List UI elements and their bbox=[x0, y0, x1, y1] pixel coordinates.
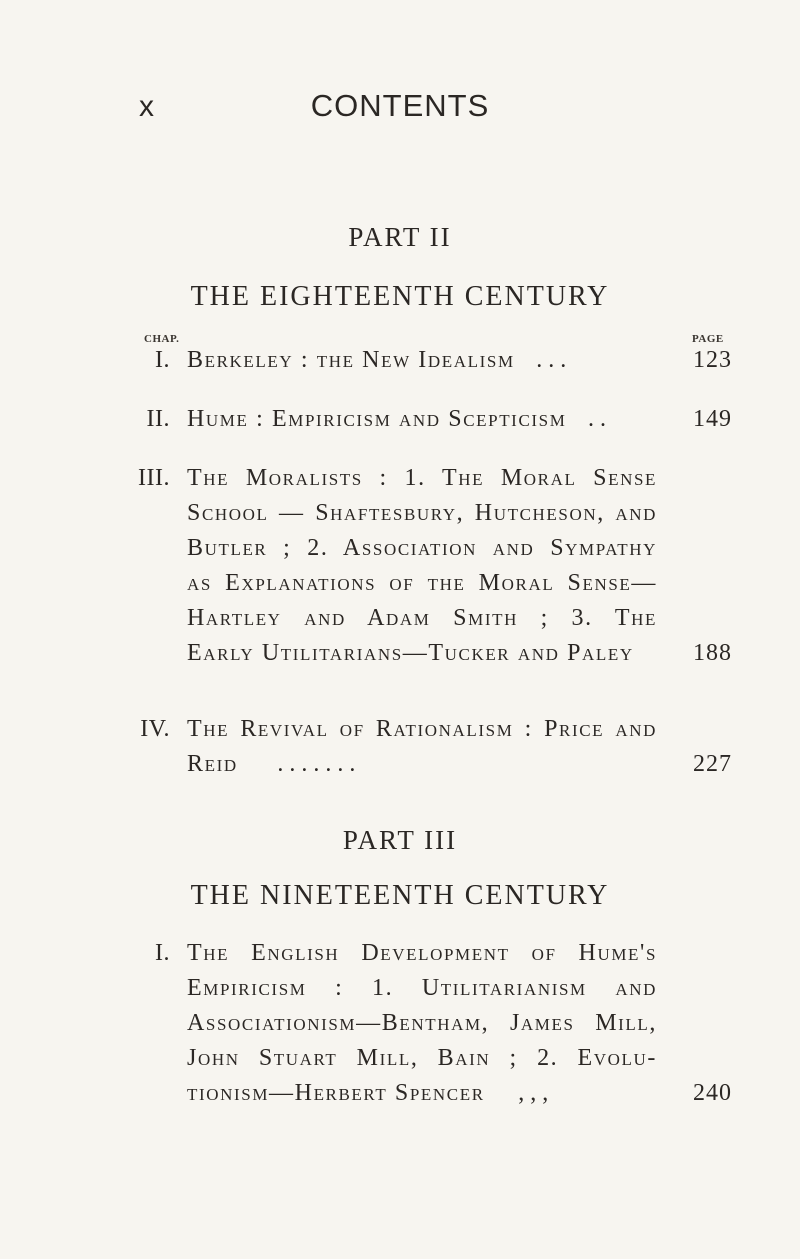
chapter-number: I. bbox=[155, 347, 170, 373]
chapter-number: II. bbox=[146, 406, 170, 432]
entry-line: John Stuart Mill, Bain ; 2. Evolu- bbox=[187, 1045, 657, 1071]
page-number: 188 bbox=[693, 640, 732, 666]
entry-line: Early Utilitarians—Tucker and Paley bbox=[187, 640, 634, 666]
page-number: 227 bbox=[693, 751, 732, 777]
entry-title: tionism—Herbert Spencer bbox=[187, 1080, 485, 1106]
dot-leaders: . . bbox=[588, 406, 607, 432]
entry-line: as Explanations of the Moral Sense— bbox=[187, 570, 657, 596]
chapter-number: III. bbox=[138, 465, 170, 491]
entry-line: Associationism—Bentham, James Mill, bbox=[187, 1010, 657, 1036]
entry-title: Reid bbox=[187, 751, 238, 777]
chap-column-label: CHAP. bbox=[144, 333, 180, 345]
eighteenth-century-title: THE EIGHTEENTH CENTURY bbox=[190, 281, 610, 312]
dot-leaders: . . . . . . . bbox=[277, 751, 356, 777]
entry-line: Butler ; 2. Association and Sympathy bbox=[187, 535, 657, 561]
entry-line: The Revival of Rationalism : Price and bbox=[187, 716, 657, 742]
dot-leaders: . . . bbox=[536, 347, 567, 373]
page-number: 240 bbox=[693, 1080, 732, 1106]
toc-entry-moralists bbox=[187, 461, 657, 671]
part-ii-title: PART II bbox=[348, 222, 452, 252]
entry-line: Empiricism : 1. Utilitarianism and bbox=[187, 975, 657, 1001]
entry-line: The English Development of Hume's bbox=[187, 940, 657, 966]
folio-number: x bbox=[139, 90, 155, 123]
toc-entry-rationalism bbox=[187, 712, 657, 782]
entry-title: Hume : Empiricism and Scepticism bbox=[187, 406, 567, 432]
entry-title: Berkeley : the New Idealism bbox=[187, 347, 515, 373]
entry-line: The Moralists : 1. The Moral Sense bbox=[187, 465, 657, 491]
page-number: 123 bbox=[693, 347, 732, 373]
nineteenth-century-title: THE NINETEENTH CENTURY bbox=[190, 880, 610, 911]
chapter-number: I. bbox=[155, 940, 170, 966]
entry-line: Hartley and Adam Smith ; 3. The bbox=[187, 605, 657, 631]
running-title: CONTENTS bbox=[310, 88, 490, 123]
chapter-number: IV. bbox=[140, 716, 170, 742]
toc-entry-english-development bbox=[187, 936, 657, 1111]
entry-line: School — Shaftesbury, Hutcheson, and bbox=[187, 500, 657, 526]
toc-entry-hume bbox=[187, 402, 657, 437]
dot-leaders: , , , bbox=[518, 1080, 549, 1106]
part-iii-title: PART III bbox=[342, 825, 458, 855]
page-column-label: PAGE bbox=[692, 333, 724, 345]
toc-entry-berkeley bbox=[187, 343, 657, 378]
page-number: 149 bbox=[693, 406, 732, 432]
